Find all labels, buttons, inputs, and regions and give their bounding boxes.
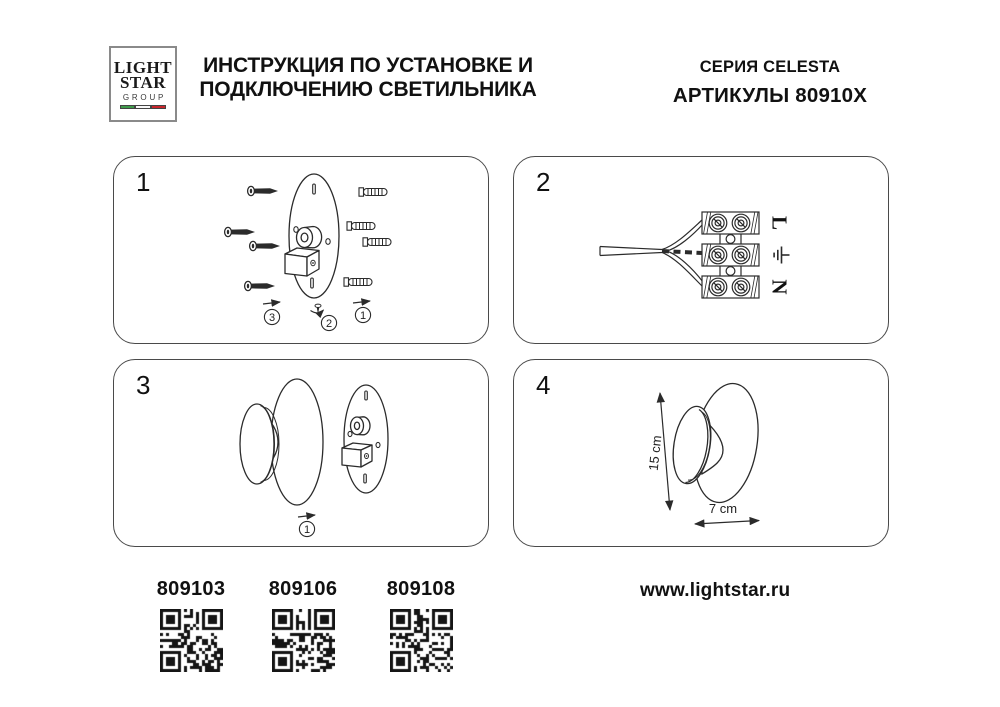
qr-code [390,609,453,672]
qr-code [272,609,335,672]
step-3-marker [263,302,280,325]
step-number: 2 [325,317,333,330]
wiring-diagram [514,157,888,343]
height-label: 15 cm [645,434,665,472]
dowel-icon [347,222,375,230]
dowel-icon [363,238,391,246]
title-line-1: ИНСТРУКЦИЯ ПО УСТАНОВКЕ И [203,54,533,77]
mounting-diagram [114,360,488,546]
panel-step-1 [113,156,489,344]
dowel-icon [359,188,387,196]
panel-2-number: 2 [536,167,551,197]
website-url: www.lightstar.ru [640,580,791,601]
lightstar-logo [109,46,177,122]
power-cable [600,220,703,286]
panel-4-number: 4 [536,370,551,400]
page-title [190,54,546,101]
turn-arrow-icon [311,310,324,313]
panel-step-2 [513,156,889,344]
neutral-terminal-label: N [767,279,792,295]
step-number: 1 [303,523,311,536]
assembly-diagram [114,157,488,343]
width-label: 7 cm [708,501,738,516]
article-code: 809108 [386,578,456,600]
panel-3-number: 3 [136,370,151,400]
logo-light: LIGHT [113,57,173,77]
mounting-plate [342,385,388,493]
screw-icon [248,186,278,195]
logo-group: GROUP [122,92,167,102]
panel-step-4 [513,359,889,547]
articles-label: АРТИКУЛЫ 80910X [672,84,868,107]
panel-1-number: 1 [136,167,151,197]
dowel-icon [344,278,372,286]
step-number: 1 [359,309,367,322]
dimensions-diagram [514,360,888,546]
qr-code [160,609,223,672]
screw-icon [225,227,255,236]
step-1-marker [353,301,371,323]
step-number: 3 [268,311,276,324]
step-1-marker [298,515,315,537]
wire-bottom [662,253,702,287]
height-dimension [646,393,670,510]
wire-top [662,220,702,250]
article-809106 [263,578,343,677]
article-809103 [151,578,231,677]
article-code: 809103 [156,578,226,600]
terminal-block-icon [702,212,759,298]
live-terminal-label: L [767,215,792,231]
screw-icon [250,241,280,250]
article-809108 [381,578,461,677]
series-info [655,58,885,108]
series-name: СЕРИЯ CELESTA [699,58,841,76]
article-code: 809106 [268,578,338,600]
italy-flag-icon [120,105,166,109]
panel-step-3 [113,359,489,547]
logo-star: STAR [119,72,167,92]
title-line-2: ПОДКЛЮЧЕНИЮ СВЕТИЛЬНИКА [199,77,537,101]
mounting-plate [285,174,339,298]
step-2-marker [311,304,337,330]
earth-ground-icon [774,247,789,264]
lamp-shade [668,379,766,507]
width-dimension [695,501,759,524]
lamp-shade [240,379,323,505]
screw-icon [245,281,275,290]
